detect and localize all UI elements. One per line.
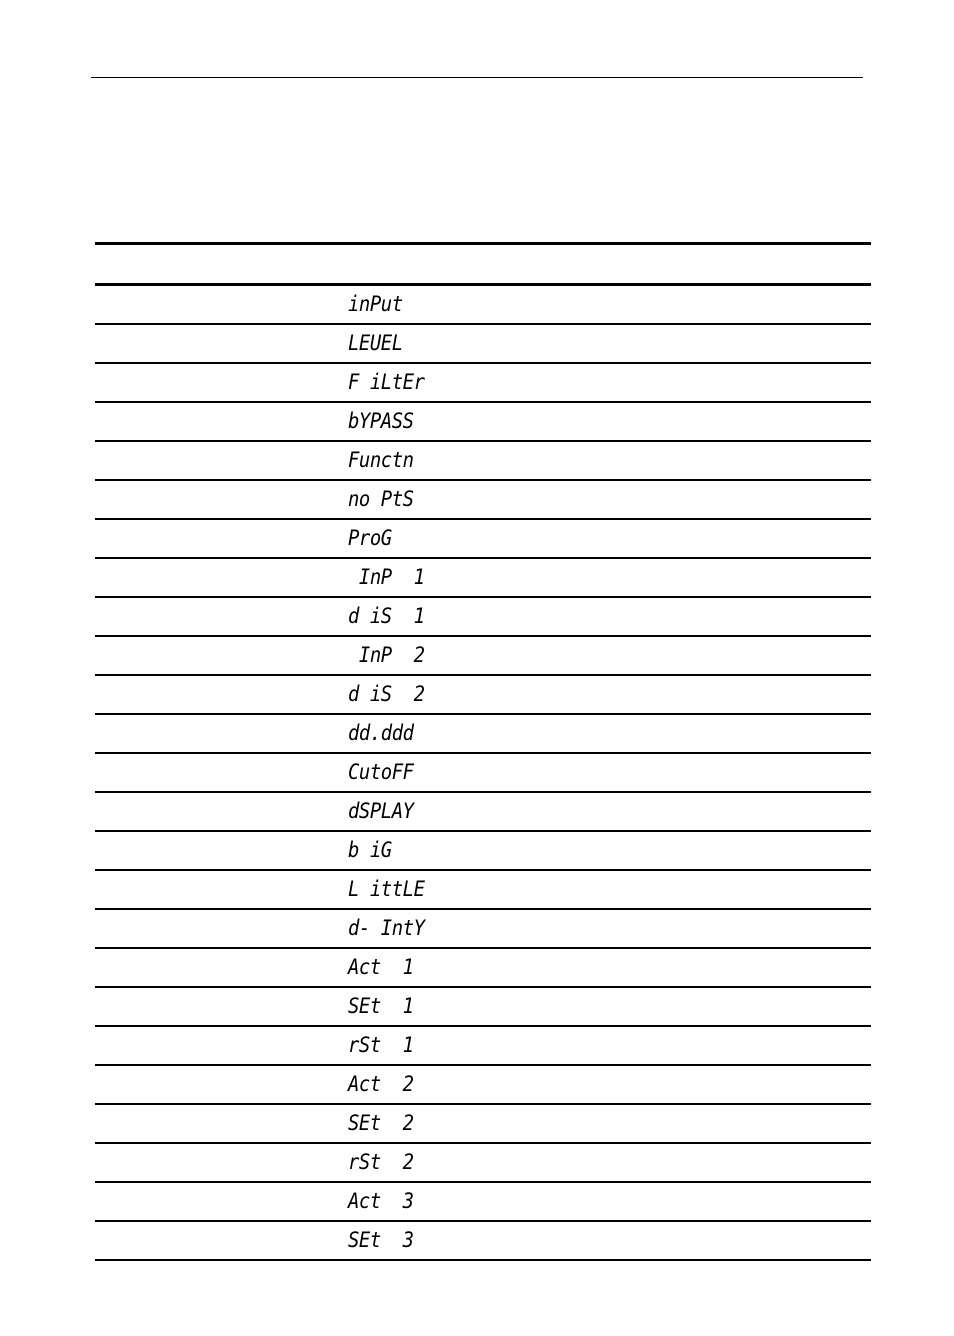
display-mnemonic: LEUEL (348, 331, 403, 355)
display-mnemonic: bYPASS (348, 409, 414, 433)
table-row (95, 403, 871, 442)
display-mnemonic: F iLtEr (348, 370, 425, 394)
table-row (95, 598, 871, 637)
display-mnemonic: dSPLAY (348, 799, 414, 823)
table-row (95, 637, 871, 676)
display-mnemonic: d- IntY (348, 916, 425, 940)
display-mnemonic: Act 1 (348, 955, 414, 979)
display-mnemonic: Act 2 (348, 1072, 414, 1096)
header-rule (91, 77, 863, 78)
display-mnemonic: dd.ddd (348, 721, 414, 745)
table-row (95, 988, 871, 1027)
menu-mnemonic-table (95, 242, 871, 1261)
table-row (95, 1183, 871, 1222)
display-mnemonic: Functn (348, 448, 414, 472)
table-row (95, 325, 871, 364)
table-row (95, 1222, 871, 1261)
table-row (95, 1144, 871, 1183)
display-mnemonic: CutoFF (348, 760, 414, 784)
table-row (95, 1066, 871, 1105)
table-row (95, 793, 871, 832)
table-row (95, 364, 871, 403)
display-mnemonic: d iS 2 (348, 682, 425, 706)
display-mnemonic: SEt 1 (348, 994, 414, 1018)
table-row (95, 520, 871, 559)
display-mnemonic: Act 3 (348, 1189, 414, 1213)
table-row (95, 715, 871, 754)
table-header (95, 242, 871, 286)
table-row (95, 754, 871, 793)
table-row (95, 910, 871, 949)
table-row (95, 1105, 871, 1144)
display-mnemonic: no PtS (348, 487, 414, 511)
table-row (95, 949, 871, 988)
display-mnemonic: rSt 1 (348, 1033, 414, 1057)
display-mnemonic: d iS 1 (348, 604, 425, 628)
table-row (95, 442, 871, 481)
display-mnemonic: InP 1 (348, 565, 425, 589)
table-row (95, 1027, 871, 1066)
table-row (95, 871, 871, 910)
table-row (95, 286, 871, 325)
table-row (95, 832, 871, 871)
display-mnemonic: b iG (348, 838, 392, 862)
display-mnemonic: L ittLE (348, 877, 425, 901)
table-row (95, 559, 871, 598)
display-mnemonic: rSt 2 (348, 1150, 414, 1174)
display-mnemonic: inPut (348, 292, 403, 316)
display-mnemonic: ProG (348, 526, 392, 550)
table-row (95, 481, 871, 520)
table-row (95, 676, 871, 715)
display-mnemonic: InP 2 (348, 643, 425, 667)
display-mnemonic: SEt 2 (348, 1111, 414, 1135)
display-mnemonic: SEt 3 (348, 1228, 414, 1252)
